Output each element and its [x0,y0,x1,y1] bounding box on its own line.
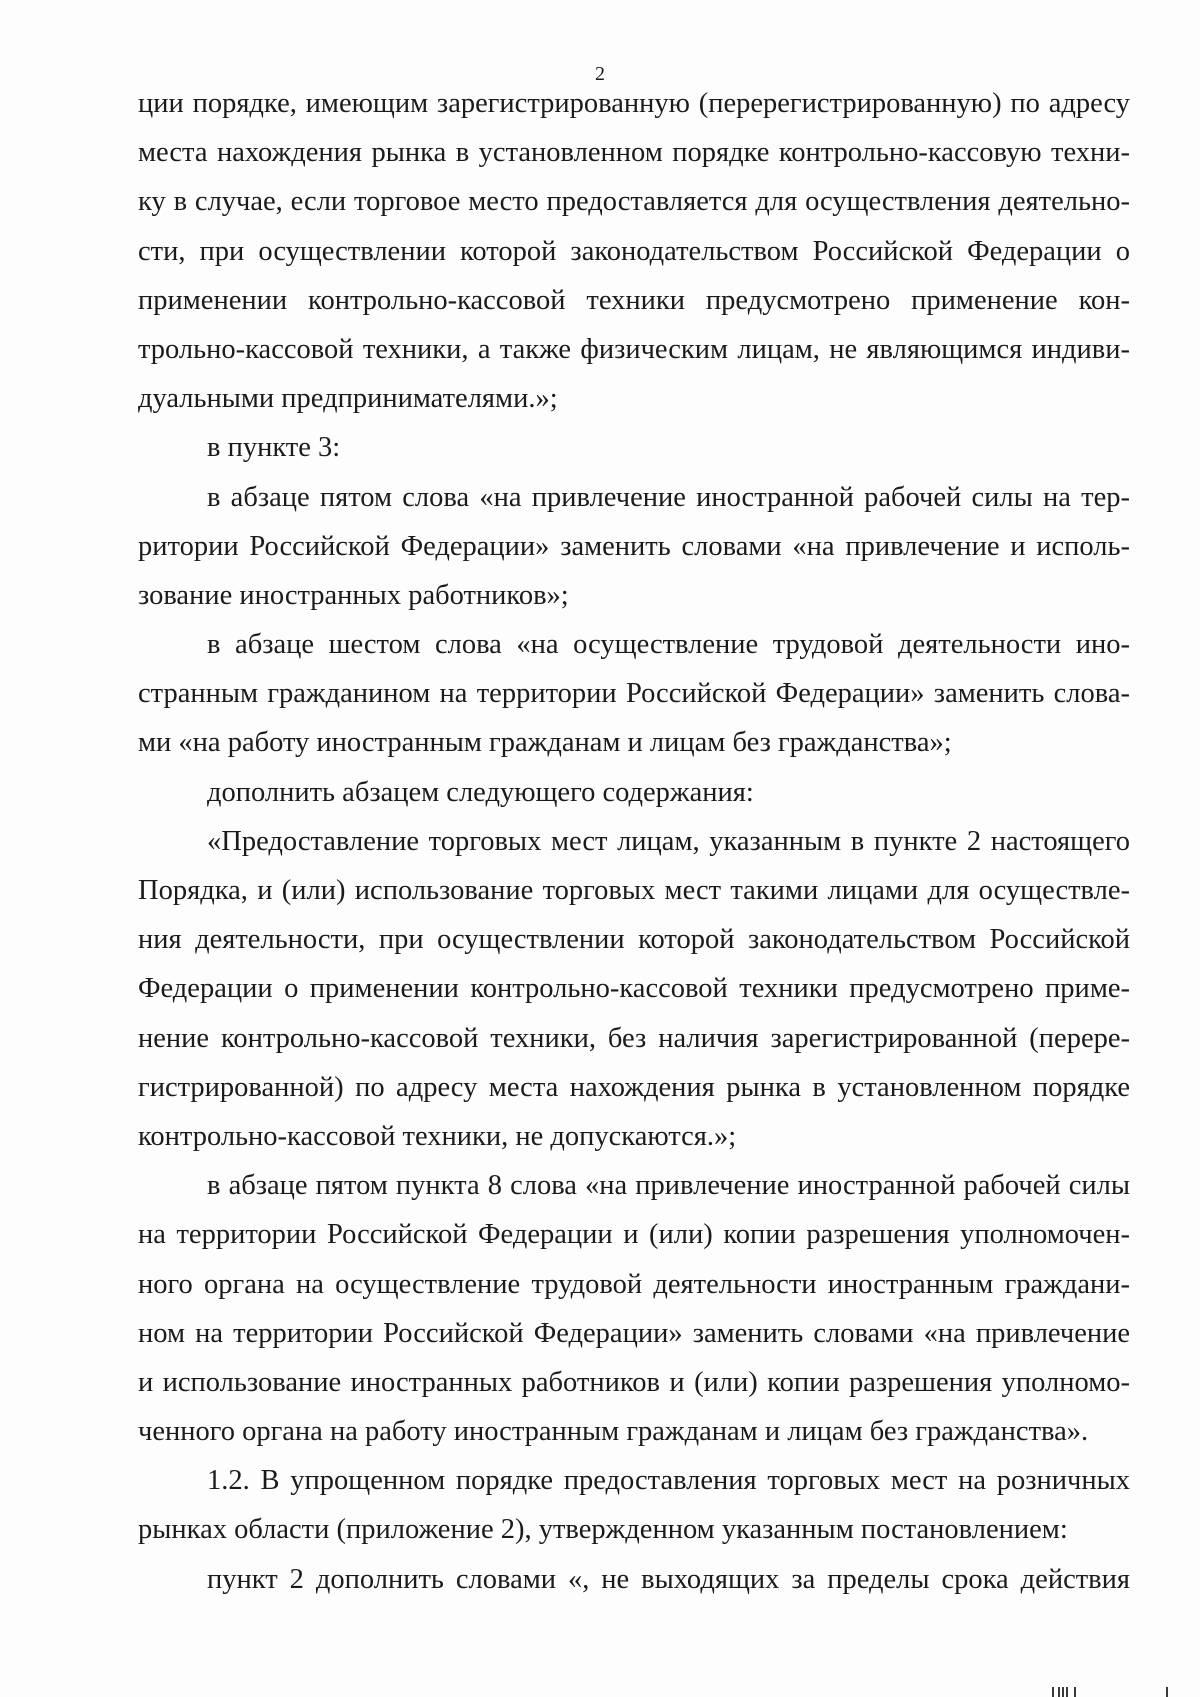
document-line: гистрированной) по адресу места нахождения рынка в установленном порядке [138,1071,1130,1103]
document-line: нение контрольно-кассовой техники, без наличия зарегистрированной (перере- [138,1022,1130,1054]
document-line: применении контрольно-кассовой техники предусмотрено применение кон- [138,284,1130,316]
document-line: ку в случае, если торговое место предоставляется для осуществления деятельно- [138,186,1130,218]
document-line: на территории Российской Федерации и (или) копии разрешения уполномочен- [138,1219,1130,1251]
document-line: ния деятельности, при осуществлении которой законодательством Российской [138,924,1130,956]
document-line: дополнить абзацем следующего содержания: [207,776,754,808]
document-line: трольно-кассовой техники, а также физическим лицам, не являющимся индиви- [138,333,1130,365]
document-line: «Предоставление торговых мест лицам, указанным в пункте 2 настоящего [207,825,1130,857]
document-line: Порядка, и (или) использование торговых мест такими лицами для осуществле- [138,875,1130,906]
document-line: места нахождения рынка в установленном порядке контрольно-кассовую техни- [138,137,1130,169]
document-line: и использование иностранных работников и (или) копии разрешения уполномо- [138,1366,1130,1398]
document-line: ченного органа на работу иностранным гражданам и лицам без гражданства». [138,1416,1089,1448]
document-line: Федерации о применении контрольно-кассовой техники предусмотрено приме- [138,973,1130,1005]
document-line: ми «на работу иностранным гражданам и лицам без гражданства»; [138,727,952,759]
document-line: 1.2. В упрощенном порядке предоставления торговых мест на розничных [207,1465,1130,1497]
document-line: в пункте 3: [207,432,341,464]
document-line: странным гражданином на территории Российской Федерации» заменить слова- [138,678,1130,710]
document-line: в абзаце шестом слова «на осуществление трудовой деятельности ино- [207,629,1130,661]
page-number: 2 [595,63,605,85]
document-line: в абзаце пятом пункта 8 слова «на привлечение иностранной рабочей силы [207,1170,1130,1202]
document-body [138,79,1130,1604]
document-line: пункт 2 дополнить словами «, не выходящих за пределы срока действия [207,1563,1130,1595]
document-line: в абзаце пятом слова «на привлечение иностранной рабочей силы на тер- [207,481,1130,513]
document-line: сти, при осуществлении которой законодательством Российской Федерации о [138,235,1130,267]
document-line: ритории Российской Федерации» заменить словами «на привлечение и исполь- [138,530,1130,562]
document-line: ного органа на осуществление трудовой деятельности иностранным граждани- [138,1268,1130,1300]
document-line: рынках области (приложение 2), утвержденном указанным постановлением: [138,1514,1068,1546]
document-line: зование иностранных работников»; [138,579,569,611]
document-line: ном на территории Российской Федерации» заменить словами «на привлечение [138,1317,1130,1349]
document-line: контрольно-кассовой техники, не допускаются.»; [138,1120,737,1152]
scan-edge-marks [1042,1683,1172,1697]
document-line: дуальными предпринимателями.»; [138,383,558,415]
document-line: ции порядке, имеющим зарегистрированную (перерегистрированную) по адресу [138,88,1130,119]
